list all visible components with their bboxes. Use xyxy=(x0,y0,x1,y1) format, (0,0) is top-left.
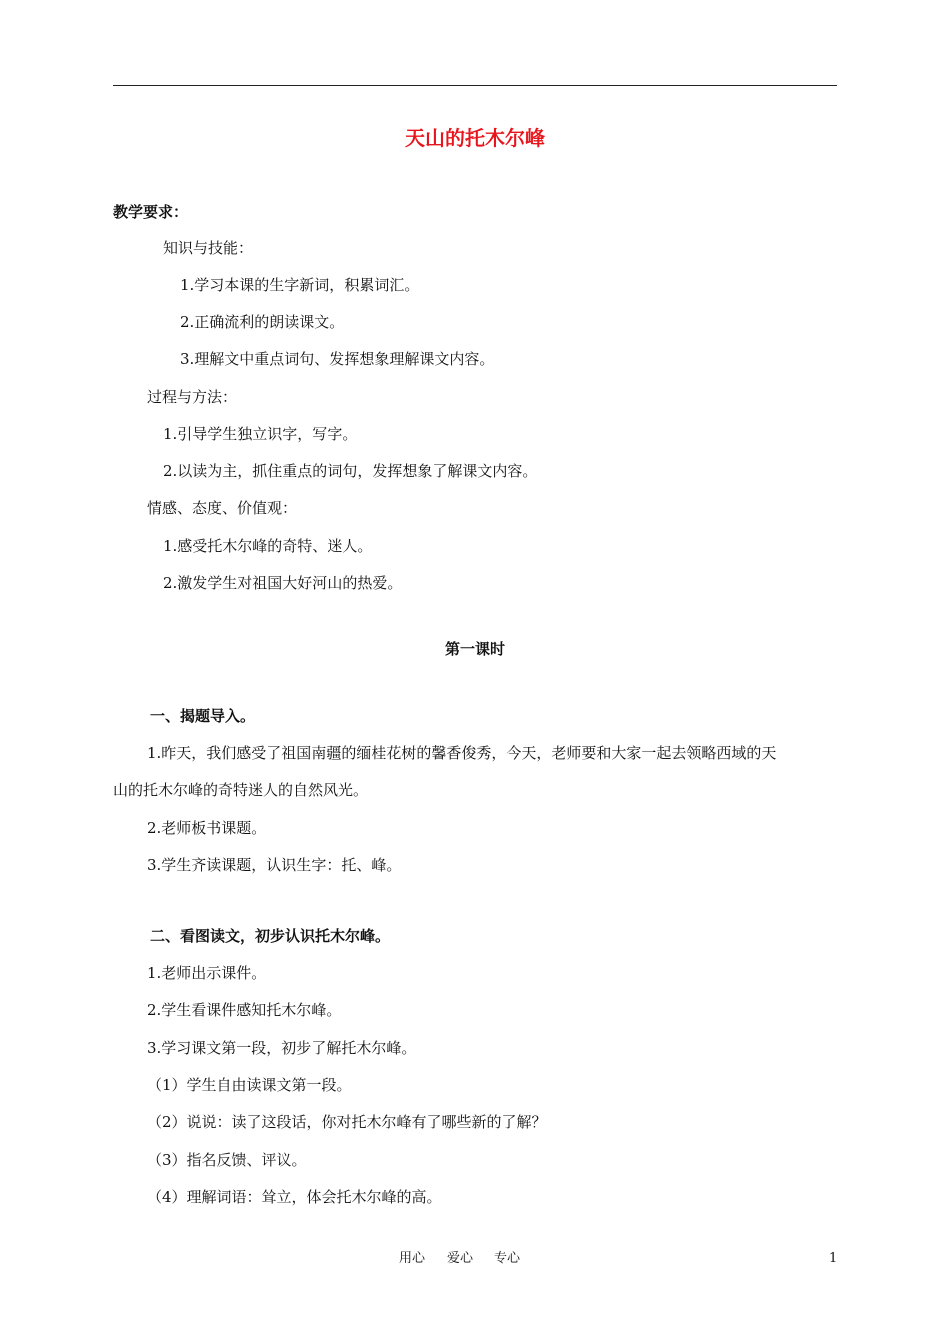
footer-motto-3: 专心 xyxy=(494,1251,521,1266)
section1-item: 1.昨天，我们感受了祖国南疆的缅桂花树的馨香俊秀，今天，老师要和大家一起去领略西域的天 xyxy=(147,744,777,762)
process-heading: 过程与方法： xyxy=(147,388,238,406)
section2-item: 2.学生看课件感知托木尔峰。 xyxy=(147,1001,342,1019)
emotion-item: 2.激发学生对祖国大好河山的热爱。 xyxy=(163,574,403,592)
section1-item: 3.学生齐读课题，认识生字：托、峰。 xyxy=(147,856,402,874)
emotion-item: 1.感受托木尔峰的奇特、迷人。 xyxy=(163,537,373,555)
emotion-heading: 情感、态度、价值观： xyxy=(147,499,298,517)
section2-subitem: （3）指名反馈、评议。 xyxy=(147,1151,307,1169)
section2-item: 1.老师出示课件。 xyxy=(147,964,267,982)
section2-heading: 二、看图读文，初步认识托木尔峰。 xyxy=(150,927,391,945)
lesson-title: 第一课时 xyxy=(444,640,505,658)
section2-subitem: （2）说说：读了这段话，你对托木尔峰有了哪些新的了解？ xyxy=(147,1113,547,1131)
knowledge-heading: 知识与技能： xyxy=(163,239,254,257)
header-rule xyxy=(113,85,837,86)
page-number: 1 xyxy=(829,1251,838,1266)
knowledge-item: 2.正确流利的朗读课文。 xyxy=(180,313,345,331)
knowledge-item: 3.理解文中重点词句、发挥想象理解课文内容。 xyxy=(180,350,495,368)
section2-subitem: （1）学生自由读课文第一段。 xyxy=(147,1076,352,1094)
document-title: 天山的托木尔峰 xyxy=(405,126,545,150)
process-item: 1.引导学生独立识字，写字。 xyxy=(163,425,358,443)
requirements-heading: 教学要求： xyxy=(113,203,189,221)
footer-motto-2: 爱心 xyxy=(447,1251,474,1266)
section1-heading: 一、揭题导入。 xyxy=(150,707,256,725)
process-item: 2.以读为主，抓住重点的词句，发挥想象了解课文内容。 xyxy=(163,462,538,480)
section1-item: 2.老师板书课题。 xyxy=(147,819,267,837)
knowledge-item: 1.学习本课的生字新词，积累词汇。 xyxy=(180,276,420,294)
section2-item: 3.学习课文第一段，初步了解托木尔峰。 xyxy=(147,1039,417,1057)
footer-motto-1: 用心 xyxy=(399,1251,426,1266)
section2-subitem: （4）理解词语：耸立，体会托木尔峰的高。 xyxy=(147,1188,442,1206)
section1-item-continued: 山的托木尔峰的奇特迷人的自然风光。 xyxy=(113,781,369,799)
